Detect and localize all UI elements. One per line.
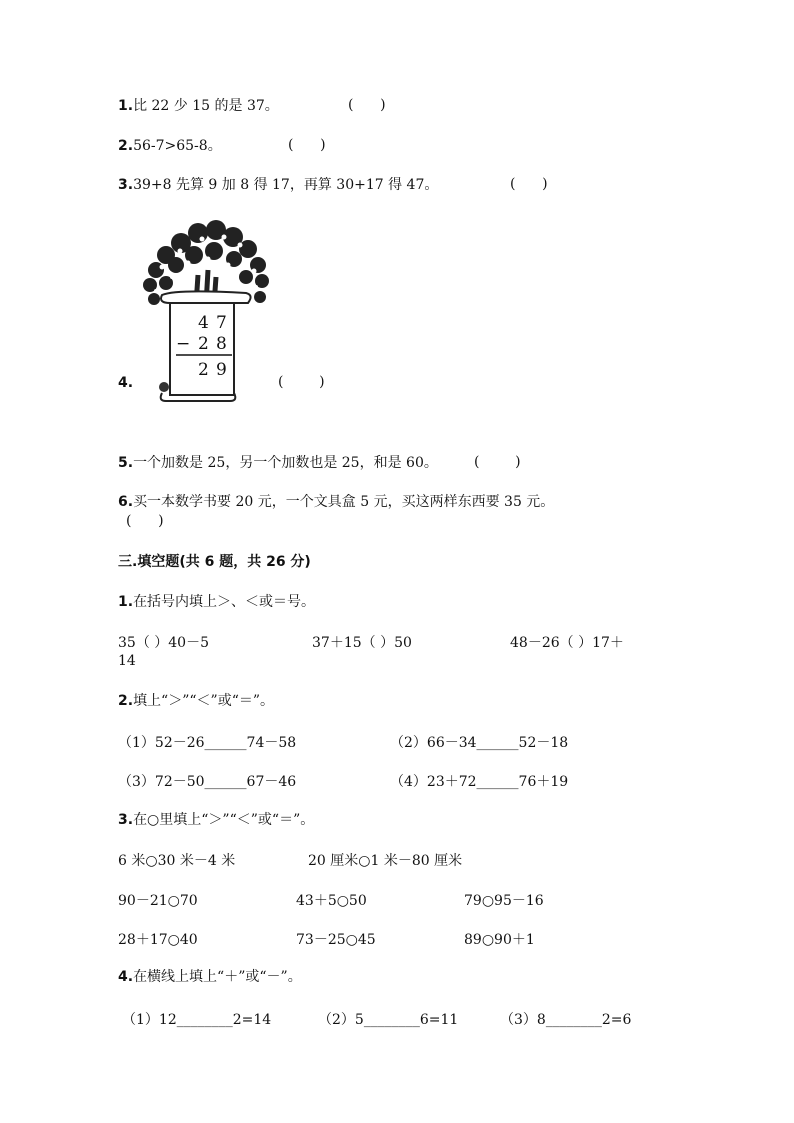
item-number: 3. [118,812,134,828]
minus-sign: − [176,334,191,354]
compare-item[interactable]: 35（ ）40－5 [118,635,209,651]
compare-item[interactable]: 48－26（ ）17＋ [510,635,624,651]
judge-item-2 [118,137,222,155]
item-number: 2. [118,138,134,154]
fill-question-3 [118,811,314,829]
compare-item[interactable]: 90－21○70 [118,893,198,909]
compare-item[interactable]: 37＋15（ ）50 [312,635,412,651]
blank-item[interactable]: （3）8________2=6 [500,1012,632,1028]
item-text: 比 22 少 15 的是 37。 [133,98,279,114]
digit: 2 [198,360,209,380]
question-text: 在括号内填上＞、＜或＝号。 [133,594,316,610]
compare-item[interactable]: 79○95－16 [464,893,544,909]
item-number: 3. [118,177,134,193]
compare-item[interactable]: 89○90＋1 [464,932,535,948]
question-text: 在○里填上“＞”“＜”或“＝”。 [133,812,315,828]
item-number: 4. [118,969,134,985]
item-text: 56-7>65-8。 [133,138,222,154]
item-number: 2. [118,693,134,709]
digit: 4 [198,313,209,333]
compare-item[interactable]: （1）52－26______74－58 [118,735,297,751]
fill-question-1 [118,593,315,611]
compare-item[interactable]: 73－25○45 [296,932,376,948]
item-text: 一个加数是 25，另一个加数也是 25，和是 60。 [133,455,438,471]
judge-item-4 [118,374,133,392]
answer-parentheses[interactable]: ( ) [278,374,325,390]
fill-question-4 [118,968,302,986]
question-text: 在横线上填上“＋”或“－”。 [133,969,302,985]
answer-parentheses[interactable]: ( ) [348,97,386,113]
item-number: 4. [118,375,134,391]
blank-item[interactable]: （2）5________6=11 [318,1012,459,1028]
compare-item[interactable]: （4）23＋72______76＋19 [390,774,569,790]
judge-item-6 [118,493,554,511]
compare-item[interactable]: （2）66－34______52－18 [390,735,569,751]
item-number: 1. [118,594,134,610]
compare-item[interactable]: 6 米○30 米－4 米 [118,853,236,869]
question-text: 填上“＞”“＜”或“＝”。 [133,693,275,709]
digit: 9 [216,360,227,380]
compare-item[interactable]: 20 厘米○1 米－80 厘米 [308,853,463,869]
digit: 8 [216,334,227,354]
judge-item-3 [118,176,438,194]
blank-item[interactable]: （1）12________2=14 [122,1012,272,1028]
answer-parentheses[interactable]: ( ) [510,176,548,192]
tree-scroll-illustration [136,215,276,410]
digit: 2 [198,334,209,354]
compare-item[interactable]: 28＋17○40 [118,932,198,948]
compare-item[interactable]: 43＋5○50 [296,893,367,909]
digit: 7 [216,313,227,333]
wrapped-text: 14 [118,653,136,669]
item-text: 39+8 先算 9 加 8 得 17，再算 30+17 得 47。 [133,177,439,193]
item-number: 6. [118,494,134,510]
answer-parentheses[interactable]: ( ) [288,137,326,153]
judge-item-5 [118,454,438,472]
tree-scroll-graphic [136,215,276,410]
answer-parentheses[interactable]: ( ) [474,454,521,470]
answer-parentheses[interactable]: ( ) [126,513,164,529]
fill-question-2 [118,692,274,710]
compare-item[interactable]: （3）72－50______67－46 [118,774,297,790]
section-heading: 三.填空题(共 6 题，共 26 分) [118,554,311,570]
item-number: 1. [118,98,134,114]
item-text: 买一本数学书要 20 元，一个文具盒 5 元，买这两样东西要 35 元。 [133,494,555,510]
item-number: 5. [118,455,134,471]
judge-item-1 [118,97,279,115]
